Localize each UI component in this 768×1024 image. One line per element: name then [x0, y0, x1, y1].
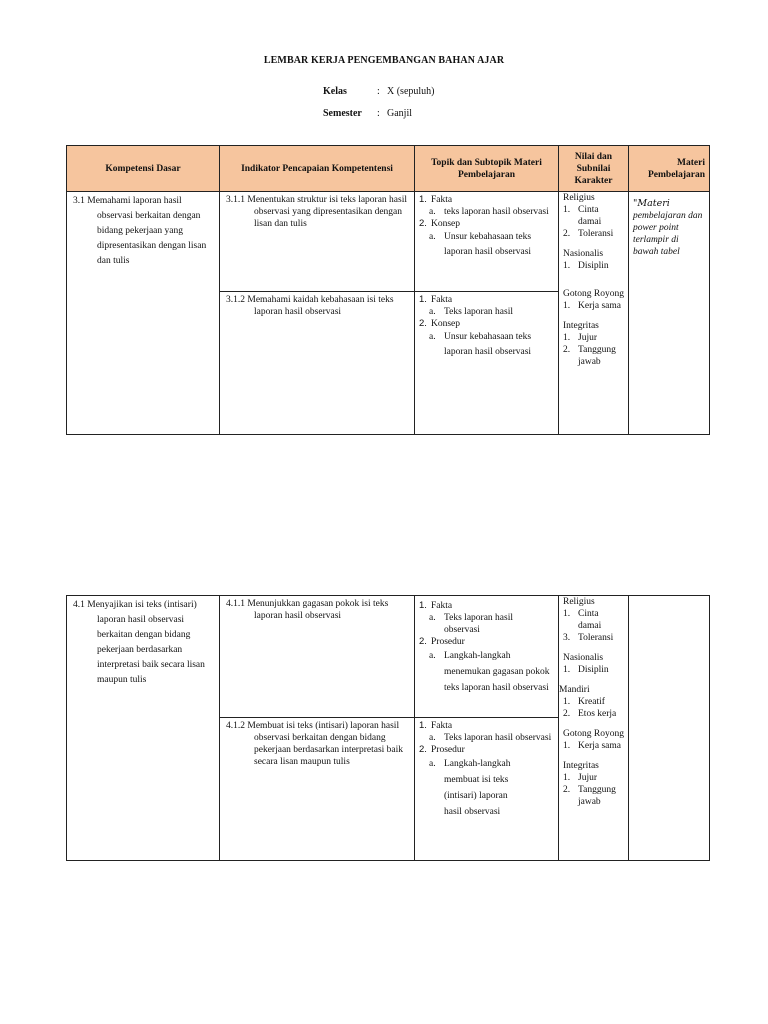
nilai-group-religius [563, 596, 624, 644]
table-header-row [67, 146, 710, 192]
list-number: 2. [563, 709, 571, 719]
kd-text: Menyajikan isi teks (intisari) laporan hasil observasi berkaitan dengan bidang pekerjaan berdasarkan interpretasi baik secara lisan maupun tulis [87, 600, 205, 685]
list-number: 1. [563, 665, 571, 675]
ipk-number: 4.1.1 [226, 599, 245, 609]
kd-item [71, 598, 215, 688]
kd-item [71, 194, 215, 269]
list-number: 1. [563, 333, 571, 343]
topik-cell [415, 718, 559, 861]
nilai-item: Tanggung jawab [578, 785, 616, 807]
competency-table-2 [66, 595, 710, 861]
nilai-nasionalis: Nasionalis [563, 249, 604, 259]
list-number: 1. [563, 773, 571, 783]
topik-fakta: Fakta [431, 295, 453, 305]
topik-fakta: Fakta [431, 601, 453, 611]
header-kompetensi-dasar: Kompetensi Dasar [67, 146, 220, 192]
nilai-group-nasionalis [563, 248, 624, 272]
list-number: 3. [563, 633, 571, 643]
list-number: 2. [563, 345, 571, 355]
topik-fakta-a: Teks laporan hasil [444, 307, 513, 317]
nilai-religius: Religius [563, 597, 595, 607]
list-number: 2. [563, 785, 571, 795]
kd-number: 4.1 [73, 600, 85, 610]
topik-konsep-a: Unsur kebahasaan teks laporan hasil observasi [444, 232, 532, 257]
nilai-item: Etos kerja [578, 709, 617, 719]
table-row [67, 596, 710, 718]
list-number: 1. [563, 741, 571, 751]
kd-text: Memahami laporan hasil observasi berkaitan dengan bidang pekerjaan yang dipresentasikan dengan lisan dan tulis [87, 196, 207, 266]
topik-fakta-a: Teks laporan hasil observasi [444, 733, 552, 743]
ipk-text: Membuat isi teks (intisari) laporan hasil observasi berkaitan dengan bidang pekerjaan berdasarkan interpretasi baik secara lisan maupun tulis [247, 721, 404, 767]
kelas-row [323, 86, 435, 97]
ipk-cell [220, 292, 415, 435]
nilai-religius: Religius [563, 193, 595, 203]
kd-number: 3.1 [73, 196, 85, 206]
ipk-number: 4.1.2 [226, 721, 245, 731]
materi-text: pembelajaran dan power point terlampir di bawah tabel [633, 211, 703, 257]
topik-fakta-a: Teks laporan hasil observasi [444, 613, 513, 635]
nilai-cell [559, 596, 629, 861]
kd-cell [67, 192, 220, 435]
topik-fakta: Fakta [431, 721, 453, 731]
ipk-item [224, 294, 410, 318]
nilai-item: Kerja sama [578, 301, 621, 311]
list-letter: a. [429, 332, 436, 342]
materi-cell [629, 596, 710, 861]
nilai-nasionalis: Nasionalis [563, 653, 604, 663]
table-row [67, 192, 710, 292]
nilai-item: Jujur [578, 333, 597, 343]
list-number: 2. [419, 744, 427, 755]
kelas-colon: : [377, 86, 380, 97]
semester-label: Semester [323, 108, 362, 119]
header-indikator: Indikator Pencapaian Kompetentensi [220, 146, 415, 192]
list-letter: a. [429, 733, 436, 743]
ipk-item [224, 194, 410, 230]
nilai-mandiri: Mandiri [559, 685, 590, 695]
nilai-group-religius [563, 192, 624, 240]
topik-fakta-a: teks laporan hasil observasi [444, 207, 549, 217]
nilai-item: Kerja sama [578, 741, 621, 751]
ipk-item [224, 598, 410, 622]
list-number: 1. [419, 720, 427, 731]
nilai-item: Disiplin [578, 665, 609, 675]
semester-row [323, 108, 412, 119]
nilai-item: Jujur [578, 773, 597, 783]
list-number: 2. [419, 636, 427, 647]
list-letter: a. [429, 232, 436, 242]
ipk-item [224, 720, 410, 768]
ipk-number: 3.1.1 [226, 195, 245, 205]
nilai-group-gotong-royong [563, 728, 624, 752]
header-nilai: Nilai dan Subnilai Karakter [559, 146, 629, 192]
topik-cell [415, 596, 559, 718]
nilai-gotong-royong: Gotong Royong [563, 729, 624, 739]
topik-konsep-a: Unsur kebahasaan teks laporan hasil observasi [444, 332, 532, 357]
list-letter: a. [429, 651, 436, 661]
nilai-gotong-royong: Gotong Royong [563, 289, 624, 299]
nilai-item: Tanggung jawab [578, 345, 616, 367]
kelas-value: X (sepuluh) [387, 86, 435, 97]
ipk-number: 3.1.2 [226, 295, 245, 305]
list-number: 1. [563, 205, 571, 215]
topik-prosedur-a: Langkah-langkah menemukan gagasan pokok teks laporan hasil observasi [444, 651, 550, 693]
list-number: 1. [563, 261, 571, 271]
ipk-text: Menunjukkan gagasan pokok isi teks laporan hasil observasi [247, 599, 389, 621]
nilai-item: Cinta damai [578, 205, 602, 227]
list-letter: a. [429, 613, 436, 623]
nilai-item: Kreatif [578, 697, 605, 707]
nilai-integritas: Integritas [563, 761, 599, 771]
list-number: 1. [419, 600, 427, 611]
list-number: 1. [419, 194, 427, 205]
ipk-text: Menentukan struktur isi teks laporan hasil observasi yang dipresentasikan dengan lisan dan tulis [247, 195, 407, 229]
topik-cell [415, 292, 559, 435]
nilai-item: Toleransi [578, 229, 614, 239]
ipk-cell [220, 718, 415, 861]
list-number: 2. [419, 218, 427, 229]
nilai-integritas: Integritas [563, 321, 599, 331]
materi-first-word: "Materi [633, 198, 670, 209]
list-letter: a. [429, 759, 436, 769]
topik-konsep: Konsep [431, 219, 461, 229]
nilai-item: Toleransi [578, 633, 614, 643]
semester-value: Ganjil [387, 108, 412, 119]
list-number: 1. [563, 609, 571, 619]
topik-cell [415, 192, 559, 292]
list-number: 1. [419, 294, 427, 305]
topik-prosedur: Prosedur [431, 637, 465, 647]
header-materi: Materi Pembelajaran [629, 146, 710, 192]
list-number: 1. [563, 697, 571, 707]
materi-cell [629, 192, 710, 435]
nilai-group-integritas [563, 320, 624, 368]
nilai-item: Disiplin [578, 261, 609, 271]
nilai-group-mandiri [559, 684, 624, 720]
kelas-label: Kelas [323, 86, 347, 97]
topik-prosedur: Prosedur [431, 745, 465, 755]
materi-note [633, 198, 705, 258]
nilai-group-nasionalis [563, 652, 624, 676]
list-number: 2. [563, 229, 571, 239]
list-letter: a. [429, 207, 436, 217]
list-number: 1. [563, 301, 571, 311]
topik-fakta: Fakta [431, 195, 453, 205]
semester-colon: : [377, 108, 380, 119]
nilai-group-integritas [563, 760, 624, 808]
ipk-cell [220, 192, 415, 292]
ipk-cell [220, 596, 415, 718]
ipk-text: Memahami kaidah kebahasaan isi teks laporan hasil observasi [247, 295, 394, 317]
nilai-group-gotong-royong [563, 288, 624, 312]
nilai-cell [559, 192, 629, 435]
page-title: LEMBAR KERJA PENGEMBANGAN BAHAN AJAR [263, 55, 505, 66]
nilai-item: Cinta damai [578, 609, 602, 631]
kd-cell [67, 596, 220, 861]
header-topik: Topik dan Subtopik Materi Pembelajaran [415, 146, 559, 192]
topik-prosedur-a: Langkah-langkah membuat isi teks (intisari) laporan hasil observasi [444, 759, 511, 817]
competency-table-1 [66, 145, 710, 435]
list-letter: a. [429, 307, 436, 317]
topik-konsep: Konsep [431, 319, 461, 329]
list-number: 2. [419, 318, 427, 329]
